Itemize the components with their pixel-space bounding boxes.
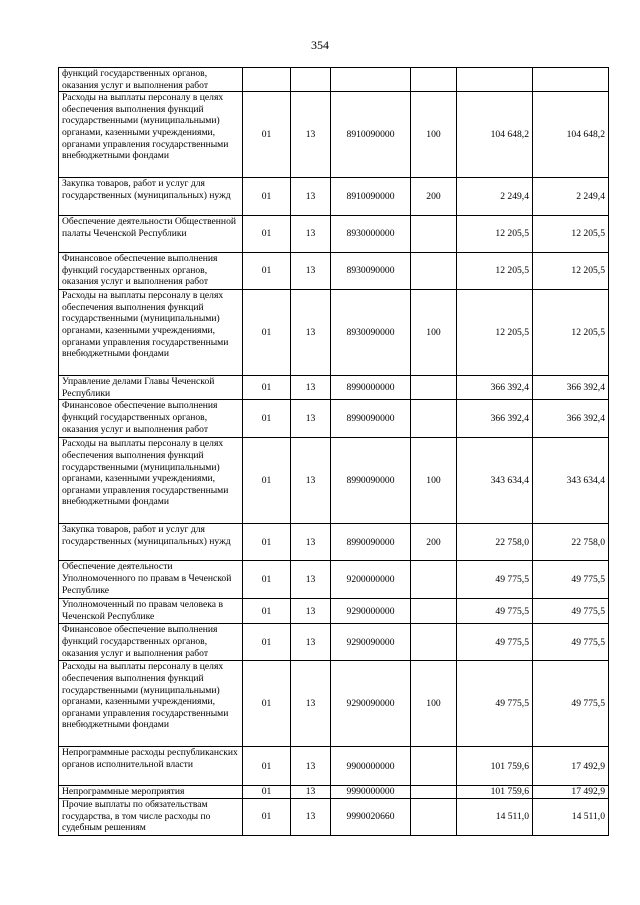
- row-expense-type: [411, 376, 457, 400]
- row-amount-2: 366 392,4: [533, 400, 609, 438]
- row-subsection: 13: [291, 178, 331, 216]
- row-amount-2: 12 205,5: [533, 253, 609, 290]
- row-expense-type: 100: [411, 661, 457, 747]
- row-section: 01: [243, 92, 291, 178]
- row-target-article: 9990000000: [331, 786, 411, 799]
- row-amount-1: 12 205,5: [457, 216, 533, 253]
- row-amount-2: 14 511,0: [533, 798, 609, 835]
- budget-table: [58, 67, 609, 836]
- row-amount-1: 101 759,6: [457, 786, 533, 799]
- row-subsection: 13: [291, 376, 331, 400]
- row-section: 01: [243, 376, 291, 400]
- row-subsection: 13: [291, 216, 331, 253]
- row-expense-type: 100: [411, 290, 457, 376]
- row-target-article: 8990090000: [331, 524, 411, 561]
- row-amount-1: [457, 68, 533, 92]
- row-name: функций государственных органов, оказания услуг и выполнения работ: [59, 68, 243, 92]
- row-name: Уполномоченный по правам человека в Чеченской Республике: [59, 599, 243, 624]
- row-amount-1: 2 249,4: [457, 178, 533, 216]
- row-target-article: 9290090000: [331, 661, 411, 747]
- row-amount-2: 12 205,5: [533, 216, 609, 253]
- row-expense-type: [411, 561, 457, 599]
- row-target-article: 9200000000: [331, 561, 411, 599]
- table-row: [59, 178, 609, 216]
- row-target-article: 8930000000: [331, 216, 411, 253]
- row-name: Финансовое обеспечение выполнения функций государственных органов, оказания услуг и выполнения работ: [59, 253, 243, 290]
- row-section: 01: [243, 599, 291, 624]
- table-row: [59, 376, 609, 400]
- row-amount-1: 12 205,5: [457, 253, 533, 290]
- row-section: 01: [243, 400, 291, 438]
- row-name: Непрограммные расходы республиканских органов исполнительной власти: [59, 747, 243, 786]
- table-row: [59, 92, 609, 178]
- row-amount-1: 49 775,5: [457, 624, 533, 661]
- row-name: Финансовое обеспечение выполнения функций государственных органов, оказания услуг и выполнения работ: [59, 400, 243, 438]
- row-amount-2: 343 634,4: [533, 438, 609, 524]
- table-row: [59, 438, 609, 524]
- row-name: Обеспечение деятельности Уполномоченного по правам в Чеченской Республике: [59, 561, 243, 599]
- row-amount-2: 12 205,5: [533, 290, 609, 376]
- table-row: [59, 216, 609, 253]
- row-name: Закупка товаров, работ и услуг для государственных (муниципальных) нужд: [59, 524, 243, 561]
- row-name: Управление делами Главы Чеченской Республики: [59, 376, 243, 400]
- row-target-article: 8990090000: [331, 438, 411, 524]
- row-name: Обеспечение деятельности Общественной палаты Чеченской Республики: [59, 216, 243, 253]
- row-target-article: 8990000000: [331, 376, 411, 400]
- row-amount-2: 17 492,9: [533, 747, 609, 786]
- row-section: 01: [243, 798, 291, 835]
- row-section: 01: [243, 524, 291, 561]
- table-row: [59, 524, 609, 561]
- row-subsection: 13: [291, 400, 331, 438]
- row-target-article: 8930090000: [331, 290, 411, 376]
- row-subsection: 13: [291, 524, 331, 561]
- row-target-article: [331, 68, 411, 92]
- row-target-article: 9990020660: [331, 798, 411, 835]
- row-subsection: 13: [291, 438, 331, 524]
- row-section: 01: [243, 661, 291, 747]
- row-amount-2: 49 775,5: [533, 561, 609, 599]
- row-amount-1: 366 392,4: [457, 400, 533, 438]
- table-row: [59, 624, 609, 661]
- row-amount-1: 49 775,5: [457, 561, 533, 599]
- row-expense-type: 100: [411, 92, 457, 178]
- row-name: Финансовое обеспечение выполнения функций государственных органов, оказания услуг и выполнения работ: [59, 624, 243, 661]
- row-subsection: 13: [291, 599, 331, 624]
- row-subsection: 13: [291, 561, 331, 599]
- row-section: 01: [243, 747, 291, 786]
- row-amount-2: 49 775,5: [533, 599, 609, 624]
- row-target-article: 8910090000: [331, 92, 411, 178]
- table-row: [59, 561, 609, 599]
- row-name: Расходы на выплаты персоналу в целях обеспечения выполнения функций государственными (муниципальными) органами, казенными учреждениями, органами управления государственными внебюджетными фондами: [59, 92, 243, 178]
- row-expense-type: [411, 216, 457, 253]
- table-row: [59, 290, 609, 376]
- row-name: Расходы на выплаты персоналу в целях обеспечения выполнения функций государственными (муниципальными) органами, казенными учреждениями, органами управления государственными внебюджетными фондами: [59, 661, 243, 747]
- row-expense-type: [411, 68, 457, 92]
- row-subsection: 13: [291, 253, 331, 290]
- table-row: [59, 599, 609, 624]
- row-subsection: 13: [291, 747, 331, 786]
- row-target-article: 9290090000: [331, 624, 411, 661]
- table-body: [59, 68, 609, 836]
- row-target-article: 8930090000: [331, 253, 411, 290]
- row-amount-2: 366 392,4: [533, 376, 609, 400]
- row-amount-2: 22 758,0: [533, 524, 609, 561]
- row-name: Непрограммные мероприятия: [59, 786, 243, 799]
- row-section: 01: [243, 253, 291, 290]
- row-subsection: 13: [291, 92, 331, 178]
- row-amount-1: 12 205,5: [457, 290, 533, 376]
- row-expense-type: [411, 747, 457, 786]
- row-section: 01: [243, 624, 291, 661]
- row-section: 01: [243, 561, 291, 599]
- row-section: 01: [243, 216, 291, 253]
- row-expense-type: [411, 798, 457, 835]
- row-expense-type: 200: [411, 178, 457, 216]
- row-subsection: 13: [291, 661, 331, 747]
- row-amount-1: 49 775,5: [457, 661, 533, 747]
- table-row: [59, 661, 609, 747]
- table-row: [59, 68, 609, 92]
- row-section: 01: [243, 290, 291, 376]
- row-amount-1: 22 758,0: [457, 524, 533, 561]
- row-amount-2: 104 648,2: [533, 92, 609, 178]
- row-expense-type: [411, 624, 457, 661]
- row-expense-type: [411, 599, 457, 624]
- row-subsection: 13: [291, 786, 331, 799]
- row-section: 01: [243, 438, 291, 524]
- row-amount-1: 49 775,5: [457, 599, 533, 624]
- row-amount-1: 104 648,2: [457, 92, 533, 178]
- row-subsection: 13: [291, 624, 331, 661]
- row-target-article: 9900000000: [331, 747, 411, 786]
- table-row: [59, 798, 609, 835]
- row-name: Расходы на выплаты персоналу в целях обеспечения выполнения функций государственными (муниципальными) органами, казенными учреждениями, органами управления государственными внебюджетными фондами: [59, 290, 243, 376]
- row-amount-2: 49 775,5: [533, 661, 609, 747]
- row-amount-1: 14 511,0: [457, 798, 533, 835]
- row-subsection: 13: [291, 290, 331, 376]
- row-name: Прочие выплаты по обязательствам государства, в том числе расходы по судебным решениям: [59, 798, 243, 835]
- row-amount-2: 2 249,4: [533, 178, 609, 216]
- row-expense-type: [411, 400, 457, 438]
- row-subsection: [291, 68, 331, 92]
- row-amount-1: 366 392,4: [457, 376, 533, 400]
- row-section: [243, 68, 291, 92]
- row-amount-2: [533, 68, 609, 92]
- table-row: [59, 747, 609, 786]
- row-section: 01: [243, 786, 291, 799]
- row-expense-type: 100: [411, 438, 457, 524]
- row-amount-2: 49 775,5: [533, 624, 609, 661]
- table-row: [59, 253, 609, 290]
- row-amount-1: 101 759,6: [457, 747, 533, 786]
- row-name: Расходы на выплаты персоналу в целях обеспечения выполнения функций государственными (муниципальными) органами, казенными учреждениями, органами управления государственными внебюджетными фондами: [59, 438, 243, 524]
- table-row: [59, 786, 609, 799]
- row-target-article: 8990090000: [331, 400, 411, 438]
- row-expense-type: 200: [411, 524, 457, 561]
- row-target-article: 9290000000: [331, 599, 411, 624]
- row-subsection: 13: [291, 798, 331, 835]
- page-number: 354: [311, 38, 329, 52]
- row-expense-type: [411, 253, 457, 290]
- row-expense-type: [411, 786, 457, 799]
- row-name: Закупка товаров, работ и услуг для государственных (муниципальных) нужд: [59, 178, 243, 216]
- row-amount-2: 17 492,9: [533, 786, 609, 799]
- row-target-article: 8910090000: [331, 178, 411, 216]
- row-amount-1: 343 634,4: [457, 438, 533, 524]
- row-section: 01: [243, 178, 291, 216]
- table-row: [59, 400, 609, 438]
